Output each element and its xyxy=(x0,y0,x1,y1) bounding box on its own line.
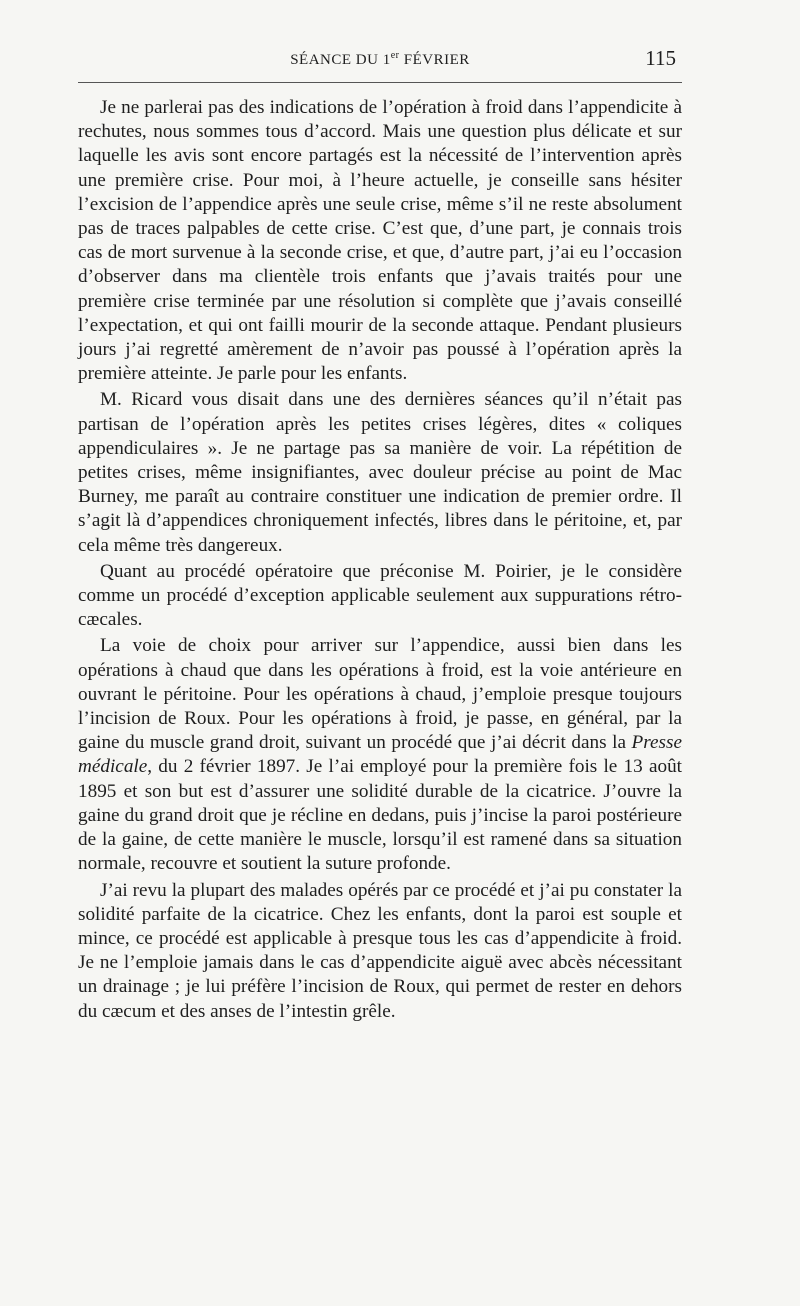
header-title-prefix: SÉANCE DU 1 xyxy=(290,52,391,68)
paragraph-3: Quant au procédé opératoire que préconise M. Poirier, je le considère comme un procédé d’exception applicable seulement aux suppurations rétro-cæcales. xyxy=(78,560,682,631)
paragraph-4-text-before: La voie de choix pour arriver sur l’appendice, aussi bien dans les opérations à chaud que dans les opérations à froid, est la voie antérieure en ouvrant le péritoine. Pour les opérations à chaud, j’emploie presque toujours l’incision de Roux. Pour les opérations à froid, je passe, en général, par la gaine du muscle grand droit, suivant un procédé que j’ai décrit dans la xyxy=(78,635,682,754)
journal-title: Presse médicale xyxy=(78,732,682,778)
body-text xyxy=(78,96,682,1026)
paragraph-5: J’ai revu la plupart des malades opérés par ce procédé et j’ai pu constater la solidité parfaite de la cicatrice. Chez les enfants, dont la paroi est souple et mince, ce procédé est applicable à presque tous les cas d’appendicite à froid. Je ne l’emploie jamais dans le cas d’appendicite aiguë avec abcès nécessitant un drainage ; je lui préfère l’incision de Roux, qui permet de rester en dehors du cæcum et des anses de l’intestin grêle. xyxy=(78,879,682,1022)
paragraph-4 xyxy=(78,634,682,876)
header-title xyxy=(78,50,682,69)
paragraph-1: Je ne parlerai pas des indications de l’opération à froid dans l’appendicite à rechutes, nous sommes tous d’accord. Mais une question plus délicate et sur laquelle les avis sont encore partagés est la nécessité de l’intervention après une première crise. Pour moi, à l’heure actuelle, je conseille sans hésiter l’excision de l’appendice après une seule crise, même s’il ne reste absolument pas de traces palpables de cette crise. C’est que, d’une part, je connais trois cas de mort survenue à la seconde crise, et que, d’autre part, j’ai eu l’occasion d’observer dans ma clientèle trois enfants que j’avais traités pour une première crise terminée par une résolution si complète que j’avais conseillé l’expectation, et qui ont failli mourir de la seconde attaque. Pendant plusieurs jours j’ai regretté amèrement de n’avoir pas poussé à l’opération après la première atteinte. Je parle pour les enfants. xyxy=(78,97,682,385)
header-title-sup: er xyxy=(390,50,400,61)
paragraph-2: M. Ricard vous disait dans une des dernières séances qu’il n’était pas partisan de l’opération après les petites crises légères, dites « coliques appendiculaires ». Je ne partage pas sa manière de voir. La répétition de petites crises, même insignifiantes, avec douleur précise au point de Mac Burney, me paraît au contraire constituer une indication de premier ordre. Il s’agit là d’appendices chroniquement infectés, libres dans le péritoine, et, par cela même très dangereux. xyxy=(78,389,682,556)
paragraph-4-text-after: , du 2 février 1897. Je l’ai employé pour la première fois le 13 août 1895 et son but est d’assurer une solidité durable de la cicatrice. J’ouvre la gaine du grand droit que je récline en dedans, puis j’incise la paroi postérieure de la gaine, de cette manière le muscle, lorsqu’il est ramené dans sa situation normale, recouvre et soutient la suture profonde. xyxy=(78,756,682,875)
header-title-suffix: FÉVRIER xyxy=(399,52,470,68)
header-rule xyxy=(78,82,682,83)
page-number: 115 xyxy=(645,46,676,70)
running-header xyxy=(78,44,682,74)
